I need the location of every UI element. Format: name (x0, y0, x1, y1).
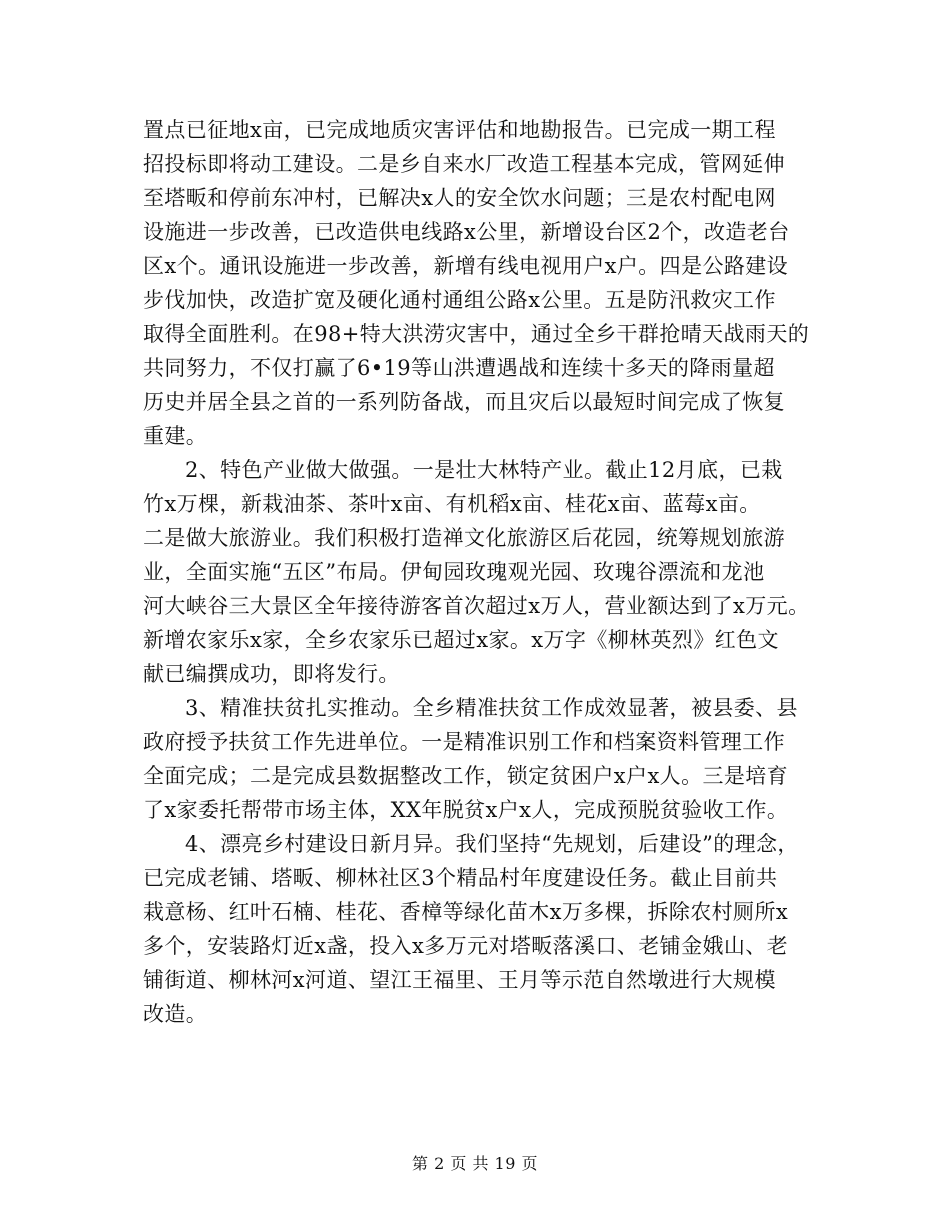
text-line: 重建。 (143, 424, 208, 448)
text-line: 步伐加快，改造扩宽及硬化通村通组公路x公里。五是防汛救灾工作 (143, 288, 776, 312)
paragraph-start-line: 3、精准扶贫扎实推动。全乡精准扶贫工作成效显著，被县委、县 (185, 696, 798, 720)
text-line: 河大峡谷三大景区全年接待游客首次超过x万人，营业额达到了x万元。 (143, 594, 810, 618)
text-line: 改造。 (143, 1002, 208, 1026)
text-line: 历史并居全县之首的一系列防备战，而且灾后以最短时间完成了恢复 (143, 390, 785, 414)
text-line: 二是做大旅游业。我们积极打造禅文化旅游区后花园，统筹规划旅游 (143, 526, 785, 550)
text-line: 区x个。通讯设施进一步改善，新增有线电视用户x户。四是公路建设 (143, 254, 789, 278)
page-number-footer: 第 2 页 共 19 页 (412, 1154, 538, 1173)
text-line: 共同努力，不仅打赢了6•19等山洪遭遇战和连续十多天的降雨量超 (143, 356, 775, 380)
text-line: 全面完成；二是完成县数据整改工作，锁定贫困户x户x人。三是培育 (143, 764, 789, 788)
text-line: 多个，安装路灯近x盏，投入x多万元对塔畈落溪口、老铺金娥山、老 (143, 934, 789, 958)
text-line: 业，全面实施“五区”布局。伊甸园玫瑰观光园、玫瑰谷漂流和龙池 (143, 560, 765, 584)
text-line: 献已编撰成功，即将发行。 (143, 662, 400, 686)
text-line: 已完成老铺、塔畈、柳林社区3个精品村年度建设任务。截止目前共 (143, 866, 778, 890)
text-line: 栽意杨、红叶石楠、桂花、香樟等绿化苗木x万多棵，拆除农村厕所x (143, 900, 789, 924)
text-line: 招投标即将动工建设。二是乡自来水厂改造工程基本完成，管网延伸 (143, 152, 785, 176)
body-text (143, 113, 823, 1031)
text-line: 了x家委托帮带市场主体，XX年脱贫x户x人，完成预脱贫验收工作。 (143, 798, 789, 822)
text-line: 置点已征地x亩，已完成地质灾害评估和地勘报告。已完成一期工程 (143, 118, 776, 142)
text-line: 铺街道、柳林河x河道、望江王福里、王月等示范自然墩进行大规模 (143, 968, 776, 992)
text-line: 新增农家乐x家，全乡农家乐已超过x家。x万字《柳林英烈》红色文 (143, 628, 779, 652)
paragraph-start-line: 4、漂亮乡村建设日新月异。我们坚持“先规划，后建设”的理念， (185, 832, 799, 856)
text-line: 竹x万棵，新栽油茶、茶叶x亩、有机稻x亩、桂花x亩、蓝莓x亩。 (143, 492, 761, 516)
paragraph-start-line: 2、特色产业做大做强。一是壮大林特产业。截止12月底，已栽 (185, 458, 783, 482)
text-line: 政府授予扶贫工作先进单位。一是精准识别工作和档案资料管理工作 (143, 730, 785, 754)
text-line: 设施进一步改善，已改造供电线路x公里，新增设台区2个，改造老台 (143, 220, 790, 244)
text-line: 至塔畈和停前东冲村，已解决x人的安全饮水问题；三是农村配电网 (143, 186, 776, 210)
text-line: 取得全面胜利。在98+特大洪涝灾害中，通过全乡干群抢晴天战雨天的 (143, 322, 810, 346)
